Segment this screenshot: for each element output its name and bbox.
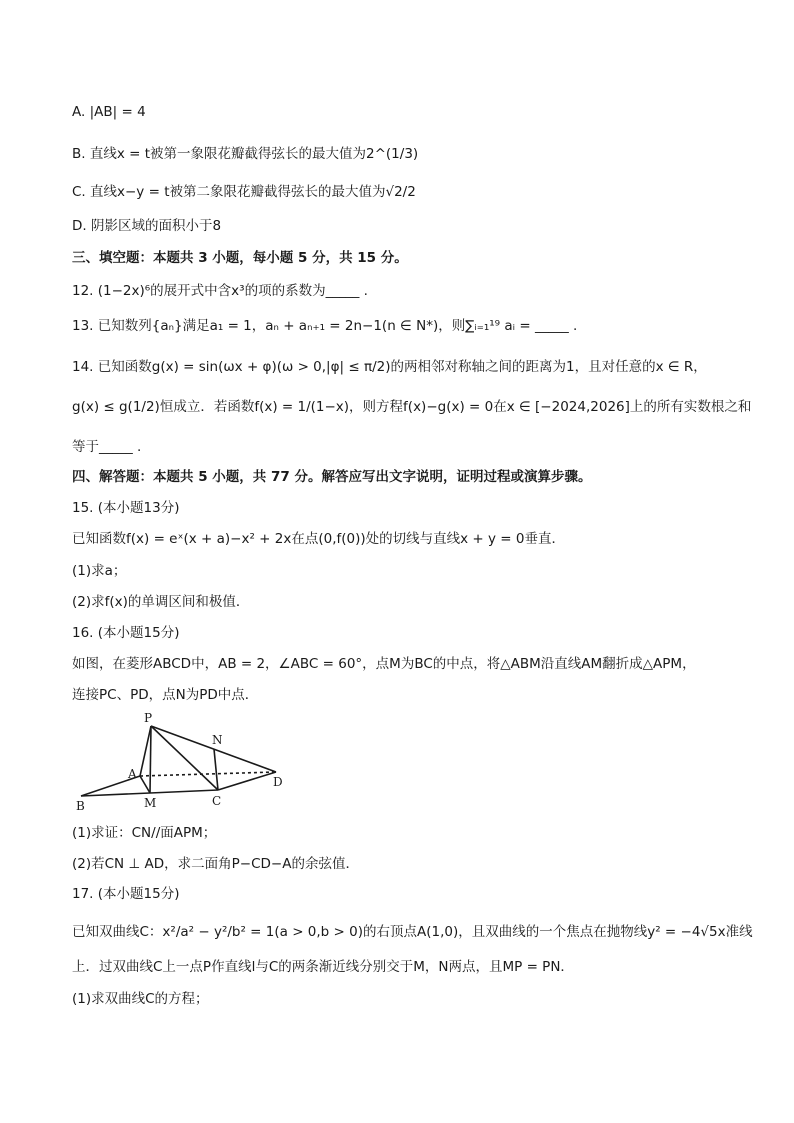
edge-CD <box>218 772 276 790</box>
question-16-part-1: (1)求证：CN//面APM； <box>72 825 217 841</box>
edge-MC <box>150 790 218 793</box>
edge-AM <box>140 776 150 793</box>
question-15-stem: 已知函数f(x) = eˣ(x + a)−x² + 2x在点(0,f(0))处的切线与直线x + y = 0垂直． <box>72 531 565 547</box>
geometry-diagram <box>72 706 292 818</box>
segment-CN <box>214 749 218 790</box>
question-15-part-2: (2)求f(x)的单调区间和极值． <box>72 594 250 610</box>
question-17-stem-1: 已知双曲线C：x²/a² − y²/b² = 1(a > 0,b > 0)的右顶点A(1,0)，且双曲线的一个焦点在抛物线y² = −4√5x准线 <box>72 924 753 940</box>
edge-PM <box>150 726 151 793</box>
label-N: N <box>212 733 223 747</box>
label-M: M <box>144 796 157 810</box>
question-12: 12. (1−2x)⁶的展开式中含x³的项的系数为_____ . <box>72 283 368 299</box>
label-C: C <box>212 794 222 808</box>
option-a: A. |AB| = 4 <box>72 104 146 120</box>
question-16-heading: 16. (本小题15分) <box>72 625 180 641</box>
section-fill-in-heading: 三、填空题：本题共 3 小题，每小题 5 分，共 15 分。 <box>72 250 408 266</box>
question-14-line-2: g(x) ≤ g(1/2)恒成立．若函数f(x) = 1/(1−x)，则方程f(x)−g(x) = 0在x ∈ [−2024,2026]上的所有实数根之和 <box>72 399 752 415</box>
edge-PC <box>151 726 218 790</box>
question-15-heading: 15. (本小题13分) <box>72 500 180 516</box>
question-14-line-1: 14. 已知函数g(x) = sin(ωx + φ)(ω > 0,|φ| ≤ π/2)的两相邻对称轴之间的距离为1，且对任意的x ∈ R， <box>72 359 707 375</box>
label-P: P <box>144 711 153 725</box>
question-16-stem-1: 如图，在菱形ABCD中，AB = 2，∠ABC = 60°，点M为BC的中点，将△ABM沿直线AM翻折成△APM， <box>72 656 696 672</box>
question-15-part-1: (1)求a； <box>72 563 127 579</box>
hidden-edge-AD <box>140 772 276 776</box>
question-17-heading: 17. (本小题15分) <box>72 886 180 902</box>
section-answer-heading: 四、解答题：本题共 5 小题，共 77 分。解答应写出文字说明，证明过程或演算步骤。 <box>72 469 592 485</box>
edge-BM <box>81 793 150 796</box>
option-b: B. 直线x = t被第一象限花瓣截得弦长的最大值为2^(1/3) <box>72 146 419 162</box>
option-d: D. 阴影区域的面积小于8 <box>72 218 222 234</box>
question-16-stem-2: 连接PC、PD，点N为PD中点． <box>72 687 259 703</box>
label-A: A <box>128 767 137 781</box>
label-D: D <box>273 775 283 789</box>
question-16-part-2: (2)若CN ⊥ AD，求二面角P−CD−A的余弦值． <box>72 856 359 872</box>
edge-PA <box>140 726 151 776</box>
question-17-part-1: (1)求双曲线C的方程； <box>72 991 209 1007</box>
label-B: B <box>76 799 85 813</box>
rhombus-fold-figure <box>72 706 292 818</box>
option-c: C. 直线x−y = t被第二象限花瓣截得弦长的最大值为√2/2 <box>72 184 416 200</box>
question-14-line-3: 等于_____ . <box>72 439 142 455</box>
question-17-stem-2: 上．过双曲线C上一点P作直线l与C的两条渐近线分别交于M，N两点，且MP = PN． <box>72 959 574 975</box>
question-13: 13. 已知数列{aₙ}满足a₁ = 1，aₙ + aₙ₊₁ = 2n−1(n ∈ N*)，则∑ᵢ₌₁¹⁹ aᵢ = _____ . <box>72 318 578 334</box>
